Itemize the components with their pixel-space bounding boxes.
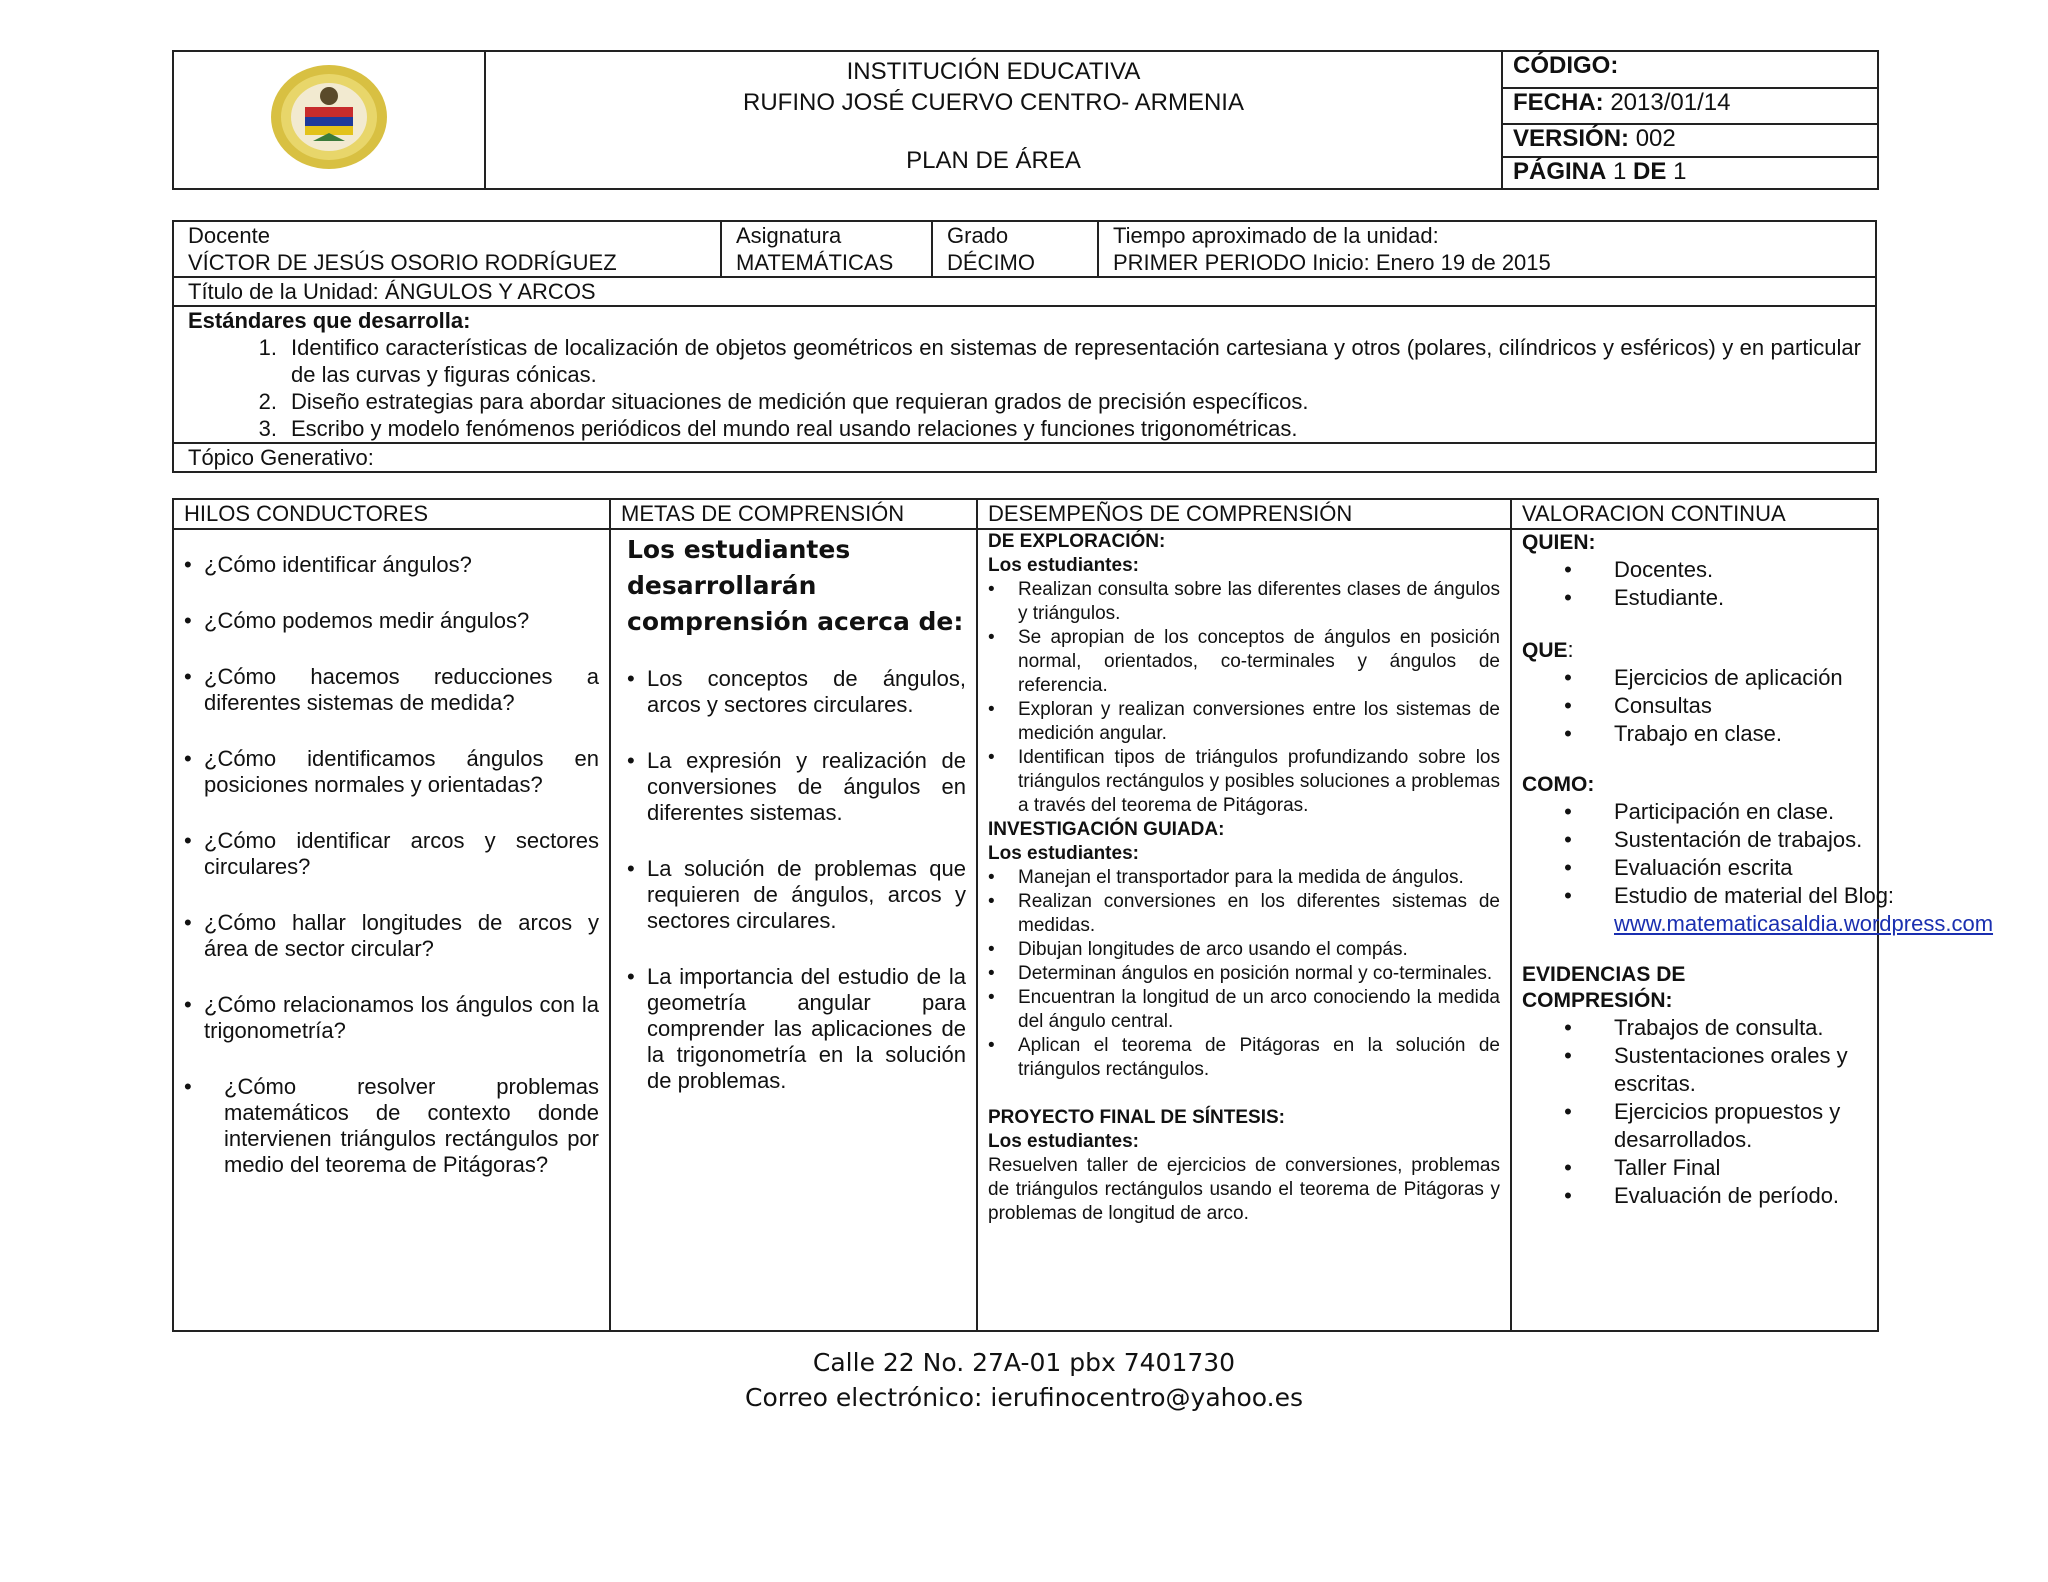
bullet-icon: • [1564, 883, 1572, 908]
bullet-icon: • [988, 1035, 995, 1056]
header-desempenos: DESEMPEÑOS DE COMPRENSIÓN [977, 499, 1511, 529]
desempeno-text: Se apropian de los conceptos de ángulos en posición normal, orientados, co-terminales y ángulos de referencia. [1018, 627, 1500, 696]
grado-value: DÉCIMO [947, 250, 1035, 275]
footer-address: Calle 22 No. 27A-01 pbx 7401730 [812, 1348, 1236, 1377]
estandar-number: 1. [258, 335, 277, 360]
bullet-icon: • [184, 910, 192, 935]
spacer [988, 1082, 1500, 1106]
institution-cell [485, 51, 1502, 189]
hilo-item [184, 664, 599, 716]
bullet-icon: • [184, 664, 192, 689]
valoracion-item [1522, 1154, 1867, 1182]
bullet-icon: • [1564, 1183, 1572, 1208]
bullet-icon: • [1564, 1043, 1572, 1068]
institution-name: INSTITUCIÓN EDUCATIVA [846, 58, 1141, 85]
bullet-icon: • [1564, 855, 1572, 880]
desempeno-text: Manejan el transportador para la medida de ángulos. [1018, 867, 1464, 888]
desempeno-item [988, 938, 1500, 962]
bullet-icon: • [1564, 721, 1572, 746]
fecha-cell [1502, 88, 1878, 125]
version-value: 002 [1635, 125, 1676, 153]
hilo-text: ¿Cómo hacemos reducciones a diferentes sistemas de medida? [204, 664, 599, 715]
estandar-number: 2. [258, 389, 277, 414]
desempeno-text: Realizan conversiones en los diferentes sistemas de medidas. [1018, 891, 1500, 936]
estandar-text: Diseño estrategias para abordar situaciones de medición que requieran grados de precisión específicos. [291, 389, 1309, 414]
bullet-icon: • [627, 964, 635, 989]
valoracion-text: Sustentación de trabajos. [1614, 827, 1863, 852]
document-type: PLAN DE ÁREA [906, 147, 1081, 174]
bullet-icon: • [1564, 665, 1572, 690]
como-label: COMO: [1522, 773, 1595, 796]
valoracion-item [1522, 584, 1867, 612]
spacer [1522, 938, 1867, 962]
estandares-cell [173, 306, 1876, 443]
pagina-label: PÁGINA [1513, 157, 1607, 185]
valoracion-item [1522, 1042, 1867, 1098]
logo-cell [173, 51, 485, 189]
bullet-icon: • [988, 747, 995, 768]
grado-cell [932, 221, 1098, 277]
desempeno-item [988, 962, 1500, 986]
bullet-icon: • [988, 987, 995, 1008]
desempeno-item [988, 890, 1500, 938]
desempeno-item [988, 626, 1500, 698]
bullet-icon: • [184, 552, 192, 577]
codigo-cell [1502, 51, 1878, 88]
final-estudiantes-label: Los estudiantes: [988, 1131, 1139, 1152]
desempeno-item [988, 866, 1500, 890]
unit-title: Título de la Unidad: ÁNGULOS Y ARCOS [188, 279, 596, 304]
bullet-icon: • [988, 867, 995, 888]
school-crest-logo [269, 63, 389, 171]
hilos-cell [173, 529, 610, 1331]
meta-item [621, 964, 966, 1094]
asignatura-value: MATEMÁTICAS [736, 250, 894, 275]
estandar-item [188, 415, 1861, 442]
unit-info-table [172, 220, 1877, 473]
estandar-item [188, 388, 1861, 415]
bullet-icon: • [627, 748, 635, 773]
meta-item [621, 666, 966, 718]
meta-item [621, 856, 966, 934]
valoracion-text: Evaluación de período. [1614, 1183, 1840, 1208]
valoracion-text: Ejercicios propuestos y desarrollados. [1614, 1099, 1841, 1152]
header-hilos: HILOS CONDUCTORES [173, 499, 610, 529]
bullet-icon: • [184, 992, 192, 1017]
hilo-text: ¿Cómo podemos medir ángulos? [204, 608, 530, 633]
meta-item [621, 748, 966, 826]
hilo-item [184, 1074, 599, 1178]
asignatura-cell [721, 221, 932, 277]
valoracion-item [1522, 854, 1867, 882]
valoracion-text: Docentes. [1614, 557, 1714, 582]
desempeno-text: Determinan ángulos en posición normal y co-terminales. [1018, 963, 1493, 984]
que-heading [1522, 636, 1867, 664]
valoracion-item [1522, 664, 1867, 692]
header-metas: METAS DE COMPRENSIÓN [610, 499, 977, 529]
metas-intro: Los estudiantes desarrollarán comprensión acerca de: [627, 535, 964, 636]
hilo-text: ¿Cómo identificar ángulos? [204, 552, 472, 577]
bullet-icon: • [988, 579, 995, 600]
final-text: Resuelven taller de ejercicios de conversiones, problemas de triángulos rectángulos usando el teorema de Pitágoras y problemas de longitud de arco. [988, 1155, 1500, 1224]
hilo-text: ¿Cómo hallar longitudes de arcos y área de sector circular? [204, 910, 599, 961]
bullet-icon: • [184, 1074, 192, 1099]
evidencias-label-2: COMPRESIÓN: [1522, 989, 1673, 1012]
valoracion-text: Consultas [1614, 693, 1712, 718]
valoracion-item [1522, 720, 1867, 748]
page-footer [0, 1345, 2048, 1415]
docente-value: VÍCTOR DE JESÚS OSORIO RODRÍGUEZ [188, 250, 617, 275]
metas-cell [610, 529, 977, 1331]
docente-cell [173, 221, 721, 277]
desempeno-item [988, 986, 1500, 1034]
valoracion-item [1522, 826, 1867, 854]
hilo-item [184, 746, 599, 798]
bullet-icon: • [1564, 799, 1572, 824]
estandar-number: 3. [258, 416, 277, 441]
desempeno-text: Exploran y realizan conversiones entre los sistemas de medición angular. [1018, 699, 1500, 744]
que-colon: : [1567, 637, 1574, 662]
footer-email: Correo electrónico: ierufinocentro@yahoo.es [744, 1383, 1304, 1412]
blog-label: Estudio de material del Blog: [1614, 883, 1895, 908]
codigo-label: CÓDIGO: [1513, 52, 1619, 79]
valoracion-item [1522, 692, 1867, 720]
bullet-icon: • [627, 666, 635, 691]
topico-label: Tópico Generativo: [188, 445, 374, 470]
estandar-item [188, 334, 1861, 388]
institution-location: RUFINO JOSÉ CUERVO CENTRO- ARMENIA [743, 89, 1244, 116]
asignatura-label: Asignatura [736, 223, 842, 248]
valoracion-text: Participación en clase. [1614, 799, 1835, 824]
estandar-text: Escribo y modelo fenómenos periódicos del mundo real usando relaciones y funciones trigonométricas. [291, 416, 1298, 441]
valoracion-text: Ejercicios de aplicación [1614, 665, 1843, 690]
header-valoracion: VALORACION CONTINUA [1511, 499, 1878, 529]
valoracion-cell [1511, 529, 1994, 1331]
bullet-icon: • [184, 828, 192, 853]
evidencias-label: EVIDENCIAS DE [1522, 963, 1686, 986]
bullet-icon: • [988, 891, 995, 912]
estandares-list [188, 334, 1861, 442]
valoracion-text: Estudiante. [1614, 585, 1725, 610]
bullet-icon: • [988, 963, 995, 984]
bullet-icon: • [1564, 1155, 1572, 1180]
valoracion-text: Trabajo en clase. [1614, 721, 1782, 746]
valoracion-item [1522, 1014, 1867, 1042]
final-label: PROYECTO FINAL DE SÍNTESIS: [988, 1107, 1286, 1128]
valoracion-text: Evaluación escrita [1614, 855, 1793, 880]
hilo-item [184, 552, 599, 578]
comprehension-table [172, 498, 1994, 1332]
pagina-num: 1 [1613, 157, 1627, 185]
hilo-text: ¿Cómo identificar arcos y sectores circulares? [204, 828, 599, 879]
fecha-value: 2013/01/14 [1610, 88, 1731, 116]
desempeno-text: Encuentran la longitud de un arco conociendo la medida del ángulo central. [1018, 987, 1500, 1032]
pagina-cell [1502, 157, 1878, 189]
bullet-icon: • [1564, 585, 1572, 610]
hilo-item [184, 608, 599, 634]
version-cell [1502, 124, 1878, 156]
bullet-icon: • [1564, 557, 1572, 582]
desempeno-text: Aplican el teorema de Pitágoras en la solución de triángulos rectángulos. [1018, 1035, 1500, 1080]
hilo-item [184, 992, 599, 1044]
quien-label: QUIEN: [1522, 531, 1596, 554]
desempeno-text: Realizan consulta sobre las diferentes clases de ángulos y triángulos. [1018, 579, 1500, 624]
bullet-icon: • [627, 856, 635, 881]
docente-label: Docente [188, 223, 270, 248]
grado-label: Grado [947, 223, 1009, 248]
meta-text: La solución de problemas que requieren de ángulos, arcos y sectores circulares. [647, 856, 966, 933]
meta-text: La expresión y realización de conversiones de ángulos en diferentes sistemas. [647, 748, 966, 825]
bullet-icon: • [1564, 1099, 1572, 1124]
meta-text: Los conceptos de ángulos, arcos y sectores circulares. [647, 666, 966, 717]
desempeno-item [988, 698, 1500, 746]
valoracion-text: Sustentaciones orales y escritas. [1614, 1043, 1848, 1096]
desempeno-item [988, 746, 1500, 818]
valoracion-item [1522, 556, 1867, 584]
desempeno-item [988, 1034, 1500, 1082]
tiempo-cell [1098, 221, 1876, 277]
valoracion-item [1522, 1182, 1867, 1210]
bullet-icon: • [988, 627, 995, 648]
que-label: QUE [1522, 639, 1568, 662]
bullet-icon: • [184, 608, 192, 633]
bullet-icon: • [1564, 693, 1572, 718]
blog-item-text [1614, 882, 1993, 938]
valoracion-item [1522, 1098, 1867, 1154]
blog-link[interactable]: www.matematicasaldia.wordpress.com [1614, 911, 1994, 936]
valoracion-item [1522, 882, 1994, 938]
meta-text: La importancia del estudio de la geometría angular para comprender las aplicaciones de la trigonometría en la solución de problemas. [647, 964, 966, 1093]
hilo-item [184, 910, 599, 962]
pagina-de: DE [1633, 157, 1667, 185]
valoracion-text: Trabajos de consulta. [1614, 1015, 1824, 1040]
bullet-icon: • [1564, 1015, 1572, 1040]
hilo-item [184, 828, 599, 880]
valoracion-item [1522, 798, 1867, 826]
estandar-text: Identifico características de localización de objetos geométricos en sistemas de representación cartesiana y otros (polares, cilíndricos y esféricos) y en particular de las curvas y figuras cónicas. [291, 335, 1861, 387]
spacer [1522, 748, 1867, 772]
estandares-label: Estándares que desarrolla: [188, 308, 471, 333]
topico-cell [173, 443, 1876, 472]
bullet-icon: • [988, 939, 995, 960]
hilo-text: ¿Cómo identificamos ángulos en posiciones normales y orientadas? [204, 746, 599, 797]
version-label: VERSIÓN: [1513, 125, 1630, 153]
spacer [1522, 612, 1867, 636]
desempeno-text: Dibujan longitudes de arco usando el compás. [1018, 939, 1408, 960]
bullet-icon: • [184, 746, 192, 771]
bullet-icon: • [988, 699, 995, 720]
guiada-estudiantes-label: Los estudiantes: [988, 843, 1139, 864]
desempenos-cell [977, 529, 1511, 1331]
desempeno-item [988, 578, 1500, 626]
hilo-text: ¿Cómo relacionamos los ángulos con la trigonometría? [204, 992, 599, 1043]
header-table [172, 50, 1879, 190]
exploracion-estudiantes-label: Los estudiantes: [988, 555, 1139, 576]
hilo-text: ¿Cómo resolver problemas matemáticos de contexto donde intervienen triángulos rectángulos por medio del teorema de Pitágoras? [224, 1074, 599, 1177]
tiempo-label: Tiempo aproximado de la unidad: [1113, 223, 1439, 248]
exploracion-label: DE EXPLORACIÓN: [988, 531, 1166, 552]
pagina-total: 1 [1673, 157, 1687, 185]
desempeno-text: Identifican tipos de triángulos profundizando sobre los triángulos rectángulos y posibles soluciones a problemas a través del teorema de Pitágoras. [1018, 747, 1500, 816]
guiada-label: INVESTIGACIÓN GUIADA: [988, 819, 1225, 840]
bullet-icon: • [1564, 827, 1572, 852]
fecha-label: FECHA: [1513, 88, 1604, 116]
titulo-cell [173, 277, 1876, 306]
tiempo-value: PRIMER PERIODO Inicio: Enero 19 de 2015 [1113, 250, 1551, 275]
valoracion-text: Taller Final [1614, 1155, 1721, 1180]
